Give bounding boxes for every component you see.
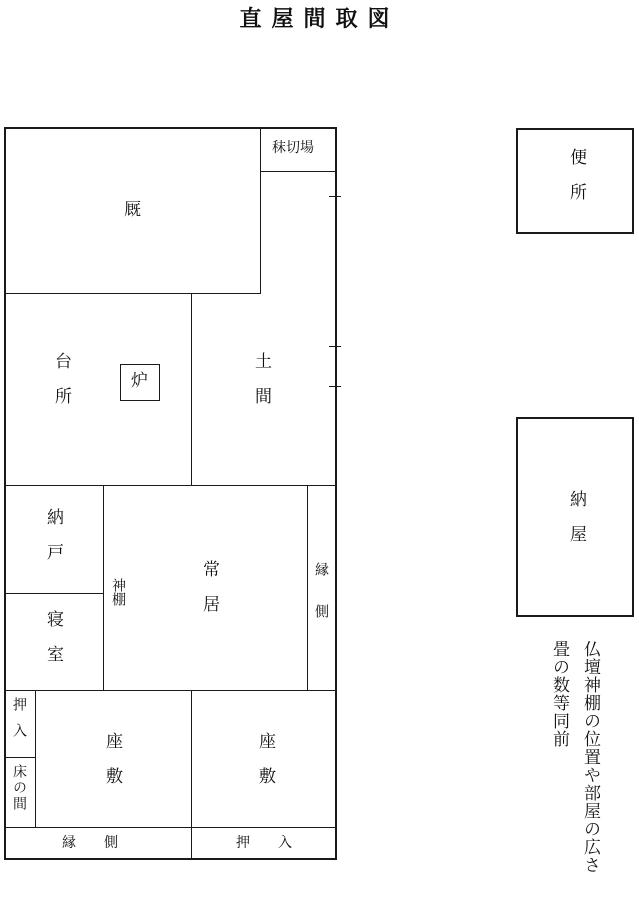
door-tick-2 [329,346,341,347]
closet-small-label: 押入 [11,697,27,749]
note-line-1: 仏壇神棚の位置や部屋の広さ [580,640,600,874]
room-stable-label: 厩 [124,200,141,220]
door-tick-3 [329,386,341,387]
room-zashiki-left-label: 座敷 [102,732,122,802]
room-kitchen-label: 台所 [51,352,71,422]
room-doma-label: 土間 [251,352,271,422]
room-zashiki-right-label: 座敷 [255,732,275,802]
veranda-bottom-label: 縁 側 [62,835,118,851]
toilet-label: 便所 [566,148,586,218]
kamidana-label: 神棚 [110,578,126,606]
barn-label: 納屋 [566,490,586,560]
veranda-right-label: 縁側 [313,562,329,646]
room-living-label: 常居 [199,560,219,630]
door-tick-1 [329,196,341,197]
room-fodder-cutting-label: 秣切場 [272,140,314,156]
closet-bottom-label: 押 入 [236,835,292,851]
hearth-label: 炉 [131,371,148,391]
tokonoma-label: 床の間 [11,764,27,812]
room-kitchen [4,293,192,486]
room-storeroom-label: 納戸 [43,508,63,578]
note-line-2: 畳の数等同前 [549,640,569,748]
room-bedroom-label: 寝室 [43,610,63,680]
page-title: 直屋間取図 [239,7,400,32]
